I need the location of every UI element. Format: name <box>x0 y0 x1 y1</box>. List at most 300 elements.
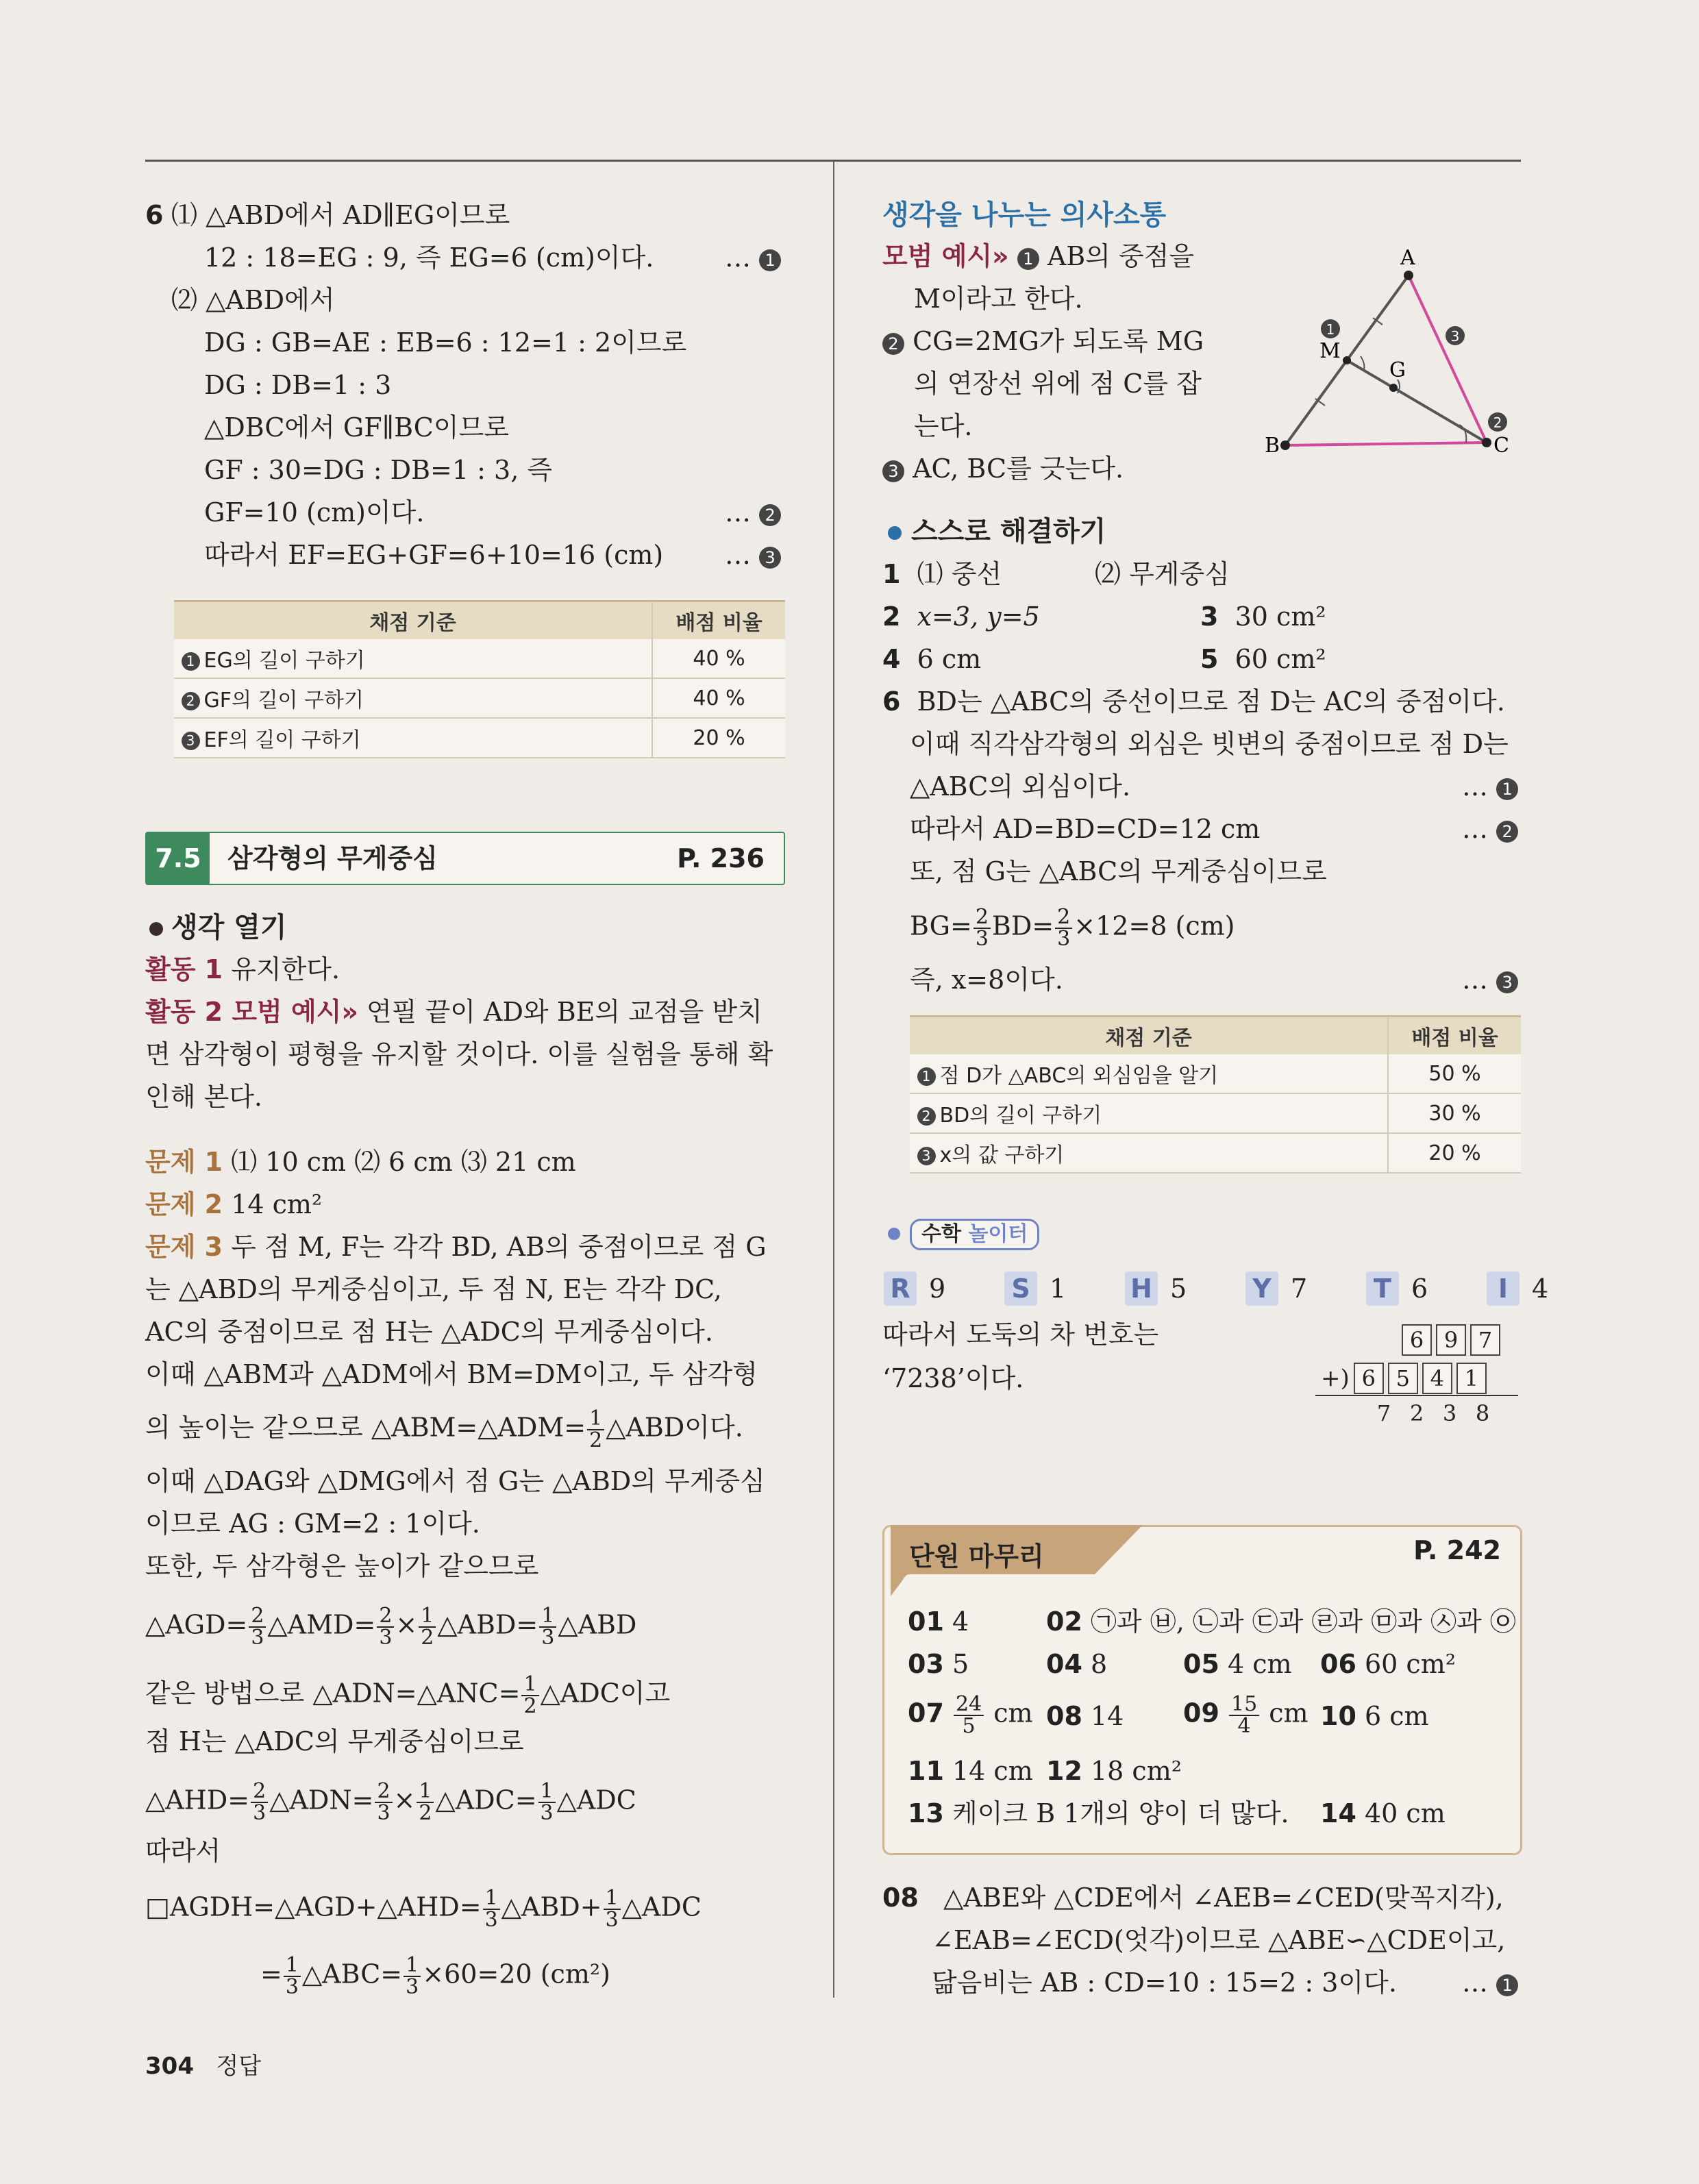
letter-value: 6 <box>1411 1274 1428 1304</box>
segment-mc <box>1347 360 1487 443</box>
letter-code-row <box>884 1271 1548 1306</box>
activity-text: 유지한다. <box>231 954 340 984</box>
answer-unit: cm <box>1269 1698 1309 1728</box>
answer-number: 14 <box>1320 1798 1356 1828</box>
answer-text: ⑴ 중선 <box>917 559 1002 589</box>
answer-text: 14 cm <box>952 1756 1033 1786</box>
letter-value: 5 <box>1170 1274 1187 1304</box>
text-line: 또한, 두 삼각형은 높이가 같으므로 <box>145 1551 539 1581</box>
answer-number: 09 <box>1183 1698 1219 1728</box>
point-g <box>1389 384 1398 392</box>
marker <box>1462 1968 1518 1999</box>
denominator: 4 <box>1237 1714 1251 1738</box>
numerator: 1 <box>417 1781 434 1803</box>
problem-label: 문제 2 <box>145 1189 223 1219</box>
fraction <box>284 1955 301 1998</box>
bullet-icon <box>888 1228 900 1240</box>
answer-number: 13 <box>908 1798 944 1828</box>
sum-digit: 3 <box>1442 1400 1457 1426</box>
letter-code <box>1487 1271 1548 1306</box>
text-line: ⑵ △ABD에서 <box>171 285 335 315</box>
label-c: C <box>1493 434 1509 458</box>
unit-review-box <box>882 1525 1522 1855</box>
math-text: ×60=20 (cm²) <box>422 1959 610 1989</box>
fraction <box>419 1606 436 1648</box>
math-text: △ADC= <box>435 1785 537 1815</box>
bullet-icon <box>888 526 902 540</box>
digit-box: 6 <box>1354 1363 1384 1394</box>
segment-ac <box>1409 275 1487 443</box>
table-cell: 20 % <box>1388 1133 1521 1173</box>
point-a <box>1404 271 1413 280</box>
math-text: △AHD= <box>145 1785 250 1815</box>
heading-text: 생각 열기 <box>171 912 287 943</box>
problem-label: 문제 1 <box>145 1147 223 1177</box>
activity-1 <box>145 954 340 986</box>
step-text: AC, BC를 긋는다. <box>913 454 1124 484</box>
math-line <box>145 1406 743 1452</box>
math-text: △AGD= <box>145 1609 248 1640</box>
problem-text: ⑴ 10 cm ⑵ 6 cm ⑶ 21 cm <box>231 1147 576 1177</box>
label-m: M <box>1319 339 1341 363</box>
sum-digit: 7 <box>1376 1400 1391 1426</box>
answer-text: 6 cm <box>917 644 982 674</box>
sum-result <box>1367 1400 1499 1426</box>
step-marker-3: 3 <box>759 547 781 569</box>
math-text: 같은 방법으로 △ADN=△ANC= <box>145 1678 521 1709</box>
table-row <box>910 1133 1521 1173</box>
figure-marker-text: 2 <box>1493 414 1502 431</box>
table-cell <box>174 678 652 718</box>
fraction <box>1229 1694 1259 1737</box>
row-marker: 2 <box>182 692 200 710</box>
answer-row <box>882 686 1505 718</box>
answer-number: 04 <box>1046 1649 1082 1679</box>
answer-number: 03 <box>908 1649 944 1679</box>
addend-bottom <box>1321 1362 1487 1394</box>
step-marker-3: 3 <box>882 460 904 482</box>
marker <box>1462 771 1518 803</box>
math-text: BG= <box>910 910 972 941</box>
playground-badge <box>910 1219 1039 1250</box>
cell-text: EG의 길이 구하기 <box>203 649 365 673</box>
text-line: DG : DB=1 : 3 <box>204 370 392 400</box>
fraction <box>249 1606 266 1648</box>
letter-value: 9 <box>929 1274 946 1304</box>
answer-number: 05 <box>1183 1649 1219 1679</box>
ellipsis: … <box>1462 1968 1488 1998</box>
answer-text: ⑵ 무게중심 <box>1095 559 1230 589</box>
self-solve-heading <box>888 515 1106 548</box>
point-m <box>1343 356 1351 364</box>
fraction <box>604 1888 621 1931</box>
problem-3 <box>145 1232 767 1263</box>
answer-number: 6 <box>145 200 164 230</box>
text-line: 인해 본다. <box>145 1082 262 1112</box>
figure-marker-text: 1 <box>1326 321 1335 338</box>
answer-row <box>1200 644 1326 675</box>
table-cell: 30 % <box>1388 1093 1521 1133</box>
problem-label: 문제 3 <box>145 1232 223 1262</box>
text-line: 이때 직각삼각형의 외심은 빗변의 중점이므로 점 D는 <box>910 729 1509 759</box>
step-marker-2: 2 <box>882 333 904 355</box>
math-line <box>145 1888 702 1931</box>
table-cell: 50 % <box>1388 1054 1521 1093</box>
text-line: 또, 점 G는 △ABC의 무게중심이므로 <box>910 856 1327 886</box>
letter-value: 1 <box>1050 1274 1067 1304</box>
section-header <box>145 832 785 885</box>
math-text: = <box>260 1959 282 1989</box>
math-text: △AMD= <box>267 1609 376 1640</box>
numerator: 1 <box>404 1955 421 1977</box>
review-answer <box>1046 1649 1107 1680</box>
ellipsis: … <box>725 540 751 570</box>
answer-text: 60 cm² <box>1364 1649 1456 1679</box>
table-row <box>910 1054 1521 1093</box>
denominator: 5 <box>962 1714 976 1738</box>
answer-number: 5 <box>1200 644 1219 674</box>
answer-text: 18 cm² <box>1090 1756 1182 1786</box>
answer-number: 12 <box>1046 1756 1082 1786</box>
step-marker-1: 1 <box>1496 1974 1518 1996</box>
sum-digit: 2 <box>1409 1400 1424 1426</box>
segment-bc <box>1285 443 1487 445</box>
review-title: 단원 마무리 <box>909 1541 1044 1572</box>
cell-text: EF의 길이 구하기 <box>203 728 361 752</box>
answer-number: 07 <box>908 1698 944 1728</box>
numerator: 1 <box>483 1888 500 1910</box>
answer-text: 케이크 B 1개의 양이 더 많다. <box>952 1798 1289 1828</box>
fraction <box>251 1781 268 1824</box>
answer-text: BD는 △ABC의 중선이므로 점 D는 AC의 중점이다. <box>917 686 1505 717</box>
fraction <box>404 1955 421 1998</box>
table-row <box>174 678 785 718</box>
answer-number: 11 <box>908 1756 944 1786</box>
answer-text: 6 cm <box>1364 1701 1429 1731</box>
open-thinking-heading <box>149 911 287 944</box>
numerator: 1 <box>521 1674 538 1696</box>
math-text: △ADC이고 <box>540 1678 671 1709</box>
numerator: 1 <box>539 1606 556 1628</box>
review-answer <box>1320 1701 1429 1733</box>
footer-label: 정답 <box>216 2052 262 2080</box>
math-text: △ABD <box>558 1609 637 1640</box>
cell-text: GF의 길이 구하기 <box>203 688 364 712</box>
digit-box: 7 <box>1470 1324 1500 1356</box>
letter-code <box>884 1271 1004 1306</box>
answer-row <box>882 601 1040 633</box>
figure-marker-text: 3 <box>1450 328 1460 345</box>
denominator: 3 <box>253 1801 266 1825</box>
numerator: 2 <box>251 1781 268 1803</box>
answer-number: 02 <box>1046 1606 1082 1637</box>
text-line: 즉, x=8이다. <box>910 965 1063 995</box>
answer-row <box>1200 601 1326 633</box>
review-answer <box>1320 1798 1446 1830</box>
text-line: 따라서 <box>145 1836 221 1866</box>
cell-text: x의 값 구하기 <box>939 1143 1065 1167</box>
math-text: ×12=8 (cm) <box>1074 910 1235 941</box>
numerator: 1 <box>604 1888 621 1910</box>
denominator: 3 <box>377 1801 390 1825</box>
heading-text: 스스로 해결하기 <box>911 516 1106 547</box>
review-answer <box>1046 1606 1516 1638</box>
denominator: 3 <box>605 1908 619 1932</box>
ellipsis: … <box>1462 814 1488 844</box>
answer-text: 14 <box>1090 1701 1124 1731</box>
badge-text: 수학 <box>921 1222 961 1246</box>
answer-number: 08 <box>882 1883 919 1913</box>
table-cell <box>910 1054 1388 1093</box>
letter-value: 4 <box>1532 1274 1549 1304</box>
marker <box>1462 814 1518 845</box>
denominator: 2 <box>523 1694 537 1718</box>
table-header-row <box>174 601 785 640</box>
math-text: △ABC= <box>301 1959 403 1989</box>
review-answer <box>908 1694 1033 1737</box>
row-marker: 1 <box>917 1067 936 1086</box>
table-row <box>910 1093 1521 1133</box>
fraction <box>521 1674 538 1717</box>
digit-box: 9 <box>1436 1324 1466 1356</box>
math-text: △ADC <box>621 1891 702 1922</box>
triangle-figure <box>1254 240 1528 466</box>
marker <box>725 497 781 529</box>
step-marker-3: 3 <box>1496 971 1518 993</box>
answer-row <box>882 644 981 675</box>
answer-text: x=3, y=5 <box>917 601 1040 632</box>
text-line: 면 삼각형이 평형을 유지할 것이다. 이를 실험을 통해 확 <box>145 1039 773 1069</box>
text-line: 점 H는 △ADC의 무게중심이므로 <box>145 1726 524 1757</box>
text-line: 따라서 AD=BD=CD=12 cm <box>910 814 1261 844</box>
letter-code <box>1004 1271 1125 1306</box>
answer-number: 08 <box>1046 1701 1082 1731</box>
badge-text: 놀이터 <box>968 1222 1028 1246</box>
answer-text: ㉠과 ㉥, ㉡과 ㉢과 ㉣과 ㉤과 ㉦과 ㉧ <box>1090 1606 1516 1637</box>
page-footer <box>145 2052 261 2081</box>
addition-problem <box>1315 1324 1521 1433</box>
table-row <box>174 639 785 678</box>
math-line <box>145 1674 670 1717</box>
fraction <box>538 1781 556 1824</box>
text-line: 는 △ABD의 무게중심이고, 두 점 N, E는 각각 DC, <box>145 1274 722 1304</box>
text-line: 이때 △DAG와 △DMG에서 점 G는 △ABD의 무게중심 <box>145 1466 765 1496</box>
text-line: M이라고 한다. <box>914 284 1083 314</box>
table-cell <box>910 1093 1388 1133</box>
section-page: P. 236 <box>677 843 765 873</box>
digit-box: 5 <box>1388 1363 1418 1394</box>
denominator: 3 <box>379 1626 393 1650</box>
answer-row <box>882 559 1002 591</box>
numerator: 15 <box>1229 1694 1259 1716</box>
text-line: ∠EAB=∠ECD(엇각)이므로 △ABE∽△CDE이고, <box>932 1925 1506 1955</box>
marker <box>1462 965 1518 996</box>
text-line: △ABC의 외심이다. <box>910 771 1131 802</box>
cell-text: BD의 길이 구하기 <box>939 1104 1102 1128</box>
label-b: B <box>1265 434 1280 458</box>
digit-box: 6 <box>1402 1324 1432 1356</box>
step-marker-1: 1 <box>759 249 781 271</box>
row-marker: 2 <box>917 1107 936 1126</box>
answer-number: 1 <box>882 559 901 589</box>
letter-code <box>1125 1271 1245 1306</box>
fraction <box>973 907 991 950</box>
explanation-text: △ABE와 △CDE에서 ∠AEB=∠CED(맞꼭지각), <box>943 1883 1504 1913</box>
answer-unit: cm <box>993 1698 1033 1728</box>
step-line <box>882 454 1124 485</box>
text-line: 이므로 AG : GM=2 : 1이다. <box>145 1509 480 1539</box>
table-cell: 20 % <box>652 718 785 758</box>
table-cell: 40 % <box>652 678 785 718</box>
math-text: × <box>395 1609 418 1640</box>
letter-box: S <box>1004 1271 1037 1306</box>
answer-number: 2 <box>882 601 901 632</box>
point-b <box>1280 440 1290 450</box>
model-label: 모범 예시» <box>882 241 1009 271</box>
fraction <box>587 1406 604 1452</box>
numerator: 24 <box>954 1694 984 1716</box>
table-header: 배점 비율 <box>652 601 785 640</box>
text-line: 의 연장선 위에 점 C를 잡 <box>914 369 1202 399</box>
text-line: △DBC에서 GF∥BC이므로 <box>204 412 509 443</box>
answer-text: 4 <box>952 1606 969 1637</box>
numerator: 2 <box>249 1606 266 1628</box>
denominator: 2 <box>421 1626 434 1650</box>
math-text: △ABD= <box>437 1609 538 1640</box>
problem-text: 두 점 M, F는 각각 BD, AB의 중점이므로 점 G <box>231 1232 767 1262</box>
review-answer <box>908 1606 969 1638</box>
review-answer <box>1046 1701 1124 1733</box>
fraction <box>954 1694 984 1737</box>
numerator: 1 <box>284 1955 301 1977</box>
sum-line <box>1315 1395 1518 1396</box>
numerator: 1 <box>419 1606 436 1628</box>
text-line: ‘7238’이다. <box>882 1363 1024 1393</box>
fraction <box>1055 907 1072 950</box>
letter-code <box>1366 1271 1487 1306</box>
text-line: 닮음비는 AB : CD=10 : 15=2 : 3이다. <box>932 1968 1397 1998</box>
table-cell <box>174 718 652 758</box>
digit-box: 4 <box>1422 1363 1452 1394</box>
denominator: 3 <box>251 1626 264 1650</box>
review-answer <box>908 1649 969 1680</box>
text-line: 이때 △ABM과 △ADM에서 BM=DM이고, 두 삼각형 <box>145 1359 758 1389</box>
review-answer <box>1183 1649 1292 1680</box>
answer-number: 3 <box>1200 601 1219 632</box>
text-line: 는다. <box>914 411 973 441</box>
math-text: △ABD+ <box>501 1891 602 1922</box>
fraction <box>483 1888 500 1931</box>
answer-number: 06 <box>1320 1649 1356 1679</box>
step-line <box>882 326 1204 358</box>
activity-text: 연필 끝이 AD와 BE의 교점을 받치 <box>367 997 762 1027</box>
letter-value: 7 <box>1291 1274 1308 1304</box>
table-row <box>174 718 785 758</box>
math-text: △ADC <box>556 1785 636 1815</box>
section-number: 7.5 <box>147 833 210 884</box>
letter-box: Y <box>1245 1271 1278 1306</box>
step-text: AB의 중점을 <box>1047 241 1195 271</box>
letter-code <box>1245 1271 1366 1306</box>
math-text: △ABD이다. <box>606 1412 743 1443</box>
bullet-icon <box>149 922 163 936</box>
math-line <box>145 1606 636 1648</box>
letter-box: H <box>1125 1271 1158 1306</box>
text-line: AC의 중점이므로 점 H는 △ADC의 무게중심이다. <box>145 1317 713 1347</box>
answer-number: 6 <box>882 686 901 717</box>
math-text: × <box>393 1785 416 1815</box>
review-answer <box>1183 1694 1309 1737</box>
activity-label: 활동 1 <box>145 954 223 984</box>
text-line: GF : 30=DG : DB=1 : 3, 즉 <box>204 455 553 485</box>
review-answer <box>1320 1649 1456 1680</box>
review-page: P. 242 <box>1413 1535 1501 1565</box>
fraction <box>539 1606 556 1648</box>
label-g: G <box>1389 358 1406 382</box>
cell-text: 점 D가 △ABC의 외심임을 알기 <box>939 1064 1219 1088</box>
answer-number: 01 <box>908 1606 944 1637</box>
problem-text: 14 cm² <box>231 1189 323 1219</box>
fraction <box>417 1781 434 1824</box>
math-text: □AGDH=△AGD+△AHD= <box>145 1891 482 1922</box>
table-header: 채점 기준 <box>174 601 652 640</box>
numerator: 2 <box>377 1606 394 1628</box>
table-cell <box>174 639 652 678</box>
plus-sign: +) <box>1321 1365 1350 1392</box>
denominator: 3 <box>484 1908 498 1932</box>
ellipsis: … <box>1462 965 1488 995</box>
text-line: ⑴ △ABD에서 AD∥EG이므로 <box>171 200 510 230</box>
communication-heading: 생각을 나누는 의사소통 <box>882 199 1167 231</box>
row-marker: 3 <box>182 732 200 750</box>
label-a: A <box>1400 246 1415 270</box>
answer-text: 60 cm² <box>1235 644 1326 674</box>
table-header-row <box>910 1017 1521 1055</box>
point-c <box>1482 438 1491 447</box>
step-marker-1: 1 <box>1496 778 1518 800</box>
model-line <box>882 241 1194 273</box>
answer-text: 5 <box>952 1649 969 1679</box>
math-playground-heading <box>888 1217 1039 1250</box>
ellipsis: … <box>725 497 751 528</box>
row-marker: 3 <box>917 1147 936 1165</box>
numerator: 2 <box>973 907 991 929</box>
denominator: 2 <box>589 1428 603 1452</box>
text-line: 12 : 18=EG : 9, 즉 EG=6 (cm)이다. <box>204 243 654 273</box>
row-marker: 1 <box>182 652 200 671</box>
answer-text: 4 cm <box>1227 1649 1292 1679</box>
letter-box: R <box>884 1271 917 1306</box>
problem-1 <box>145 1147 576 1178</box>
numerator: 1 <box>587 1409 604 1430</box>
answer-text: 8 <box>1090 1649 1108 1679</box>
review-answer <box>908 1798 1289 1830</box>
table-cell: 40 % <box>652 639 785 678</box>
table-header: 채점 기준 <box>910 1017 1388 1055</box>
ellipsis: … <box>725 243 751 273</box>
activity-2 <box>145 997 762 1028</box>
text-line: DG : GB=AE : EB=6 : 12=1 : 2이므로 <box>204 327 687 358</box>
denominator: 3 <box>406 1975 419 1999</box>
digit-box: 1 <box>1456 1363 1487 1394</box>
numerator: 2 <box>375 1781 392 1803</box>
explanation-08 <box>882 1883 1504 1914</box>
math-text: BD= <box>991 910 1054 941</box>
step-marker-1: 1 <box>1017 248 1039 270</box>
math-line <box>260 1955 610 1998</box>
answer-number: 10 <box>1320 1701 1356 1731</box>
denominator: 3 <box>975 927 989 951</box>
